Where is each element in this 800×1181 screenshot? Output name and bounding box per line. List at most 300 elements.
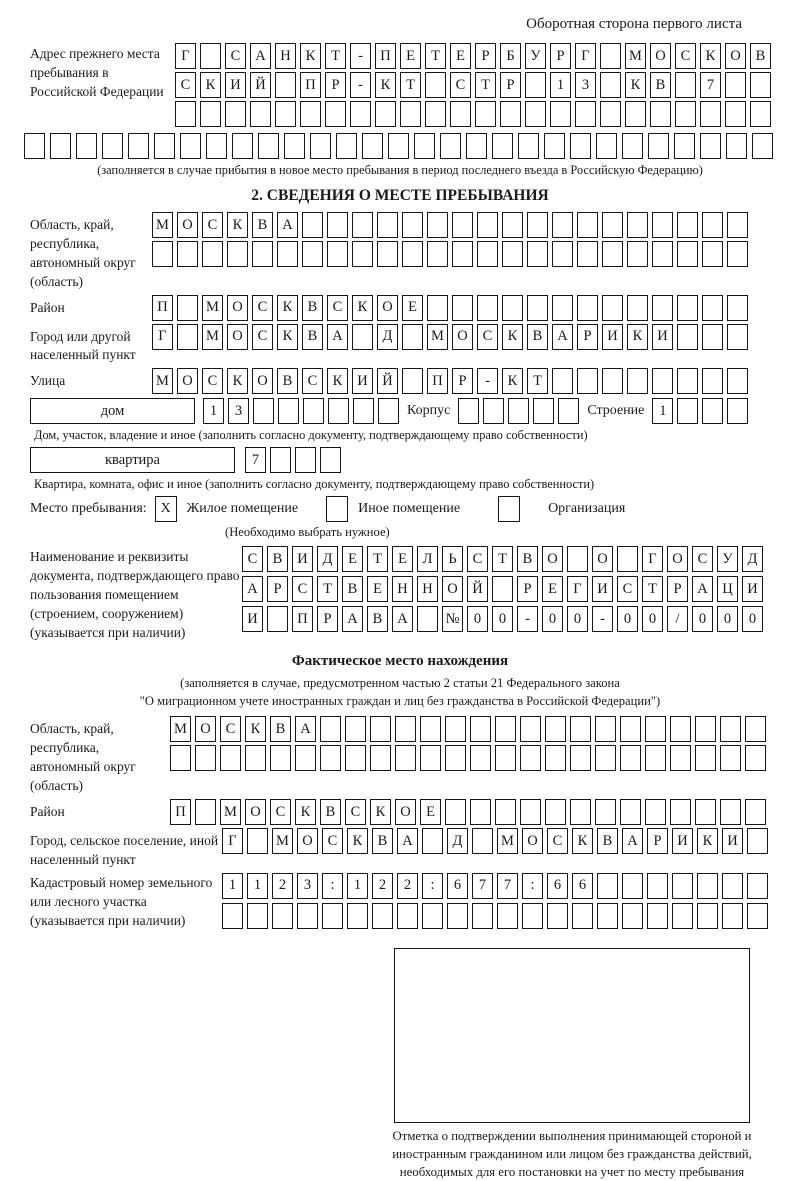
- char-cell[interactable]: 3: [297, 873, 318, 899]
- char-cell[interactable]: В: [267, 546, 288, 572]
- char-cell[interactable]: И: [742, 576, 763, 602]
- char-cell[interactable]: Г: [175, 43, 196, 69]
- char-cell[interactable]: Д: [377, 324, 398, 350]
- char-cell[interactable]: [275, 101, 296, 127]
- char-cell[interactable]: [497, 903, 518, 929]
- char-cell[interactable]: [222, 903, 243, 929]
- char-cell[interactable]: [702, 398, 723, 424]
- char-cell[interactable]: [495, 745, 516, 771]
- char-cell[interactable]: [477, 295, 498, 321]
- char-cell[interactable]: О: [725, 43, 746, 69]
- char-cell[interactable]: И: [292, 546, 313, 572]
- char-cell[interactable]: [597, 903, 618, 929]
- char-cell[interactable]: Е: [367, 576, 388, 602]
- char-cell[interactable]: К: [245, 716, 266, 742]
- house-type-box[interactable]: дом: [30, 398, 195, 424]
- char-cell[interactable]: [752, 133, 773, 159]
- char-cell[interactable]: [362, 133, 383, 159]
- char-cell[interactable]: [378, 398, 399, 424]
- document-row-1[interactable]: [242, 546, 763, 572]
- char-cell[interactable]: [727, 324, 748, 350]
- cadastral-row-2[interactable]: [222, 903, 768, 929]
- char-cell[interactable]: Н: [275, 43, 296, 69]
- char-cell[interactable]: [177, 324, 198, 350]
- char-cell[interactable]: В: [367, 606, 388, 632]
- char-cell[interactable]: [152, 241, 173, 267]
- char-cell[interactable]: [727, 368, 748, 394]
- char-cell[interactable]: [670, 716, 691, 742]
- char-cell[interactable]: [414, 133, 435, 159]
- char-cell[interactable]: Г: [642, 546, 663, 572]
- district-boxes[interactable]: [152, 295, 748, 321]
- char-cell[interactable]: [545, 716, 566, 742]
- char-cell[interactable]: [475, 101, 496, 127]
- char-cell[interactable]: [677, 241, 698, 267]
- char-cell[interactable]: [695, 745, 716, 771]
- char-cell[interactable]: [377, 212, 398, 238]
- char-cell[interactable]: В: [270, 716, 291, 742]
- char-cell[interactable]: [277, 241, 298, 267]
- char-cell[interactable]: А: [692, 576, 713, 602]
- char-cell[interactable]: М: [625, 43, 646, 69]
- fact-region-row-2[interactable]: [170, 745, 766, 771]
- char-cell[interactable]: [175, 101, 196, 127]
- char-cell[interactable]: [700, 101, 721, 127]
- char-cell[interactable]: [402, 368, 423, 394]
- char-cell[interactable]: [320, 447, 341, 473]
- char-cell[interactable]: В: [302, 324, 323, 350]
- char-cell[interactable]: [518, 133, 539, 159]
- char-cell[interactable]: К: [327, 368, 348, 394]
- char-cell[interactable]: [577, 241, 598, 267]
- char-cell[interactable]: [303, 398, 324, 424]
- char-cell[interactable]: С: [225, 43, 246, 69]
- char-cell[interactable]: Г: [575, 43, 596, 69]
- char-cell[interactable]: [552, 368, 573, 394]
- char-cell[interactable]: [602, 368, 623, 394]
- char-cell[interactable]: [702, 324, 723, 350]
- char-cell[interactable]: А: [327, 324, 348, 350]
- char-cell[interactable]: О: [452, 324, 473, 350]
- char-cell[interactable]: У: [717, 546, 738, 572]
- char-cell[interactable]: А: [397, 828, 418, 854]
- char-cell[interactable]: -: [350, 43, 371, 69]
- char-cell[interactable]: [570, 716, 591, 742]
- char-cell[interactable]: 1: [550, 72, 571, 98]
- char-cell[interactable]: [572, 903, 593, 929]
- char-cell[interactable]: [370, 745, 391, 771]
- char-cell[interactable]: [595, 745, 616, 771]
- char-cell[interactable]: [345, 716, 366, 742]
- prev-address-row-3[interactable]: [175, 101, 771, 127]
- char-cell[interactable]: Ц: [717, 576, 738, 602]
- char-cell[interactable]: [206, 133, 227, 159]
- char-cell[interactable]: У: [525, 43, 546, 69]
- char-cell[interactable]: О: [297, 828, 318, 854]
- char-cell[interactable]: С: [547, 828, 568, 854]
- char-cell[interactable]: [295, 745, 316, 771]
- char-cell[interactable]: [722, 903, 743, 929]
- char-cell[interactable]: [492, 133, 513, 159]
- char-cell[interactable]: Р: [325, 72, 346, 98]
- char-cell[interactable]: [726, 133, 747, 159]
- char-cell[interactable]: 7: [497, 873, 518, 899]
- char-cell[interactable]: [200, 101, 221, 127]
- char-cell[interactable]: А: [242, 576, 263, 602]
- char-cell[interactable]: С: [467, 546, 488, 572]
- char-cell[interactable]: [677, 324, 698, 350]
- char-cell[interactable]: И: [352, 368, 373, 394]
- char-cell[interactable]: [702, 295, 723, 321]
- char-cell[interactable]: [327, 241, 348, 267]
- char-cell[interactable]: 1: [347, 873, 368, 899]
- char-cell[interactable]: Р: [452, 368, 473, 394]
- char-cell[interactable]: [395, 716, 416, 742]
- char-cell[interactable]: №: [442, 606, 463, 632]
- char-cell[interactable]: [336, 133, 357, 159]
- char-cell[interactable]: Й: [250, 72, 271, 98]
- char-cell[interactable]: [745, 799, 766, 825]
- char-cell[interactable]: Г: [567, 576, 588, 602]
- char-cell[interactable]: [597, 873, 618, 899]
- char-cell[interactable]: [225, 101, 246, 127]
- char-cell[interactable]: 1: [652, 398, 673, 424]
- char-cell[interactable]: О: [542, 546, 563, 572]
- char-cell[interactable]: 0: [617, 606, 638, 632]
- char-cell[interactable]: [722, 873, 743, 899]
- char-cell[interactable]: А: [552, 324, 573, 350]
- char-cell[interactable]: К: [370, 799, 391, 825]
- char-cell[interactable]: [250, 101, 271, 127]
- char-cell[interactable]: -: [592, 606, 613, 632]
- char-cell[interactable]: Р: [550, 43, 571, 69]
- char-cell[interactable]: 2: [372, 873, 393, 899]
- char-cell[interactable]: П: [152, 295, 173, 321]
- char-cell[interactable]: М: [497, 828, 518, 854]
- char-cell[interactable]: В: [252, 212, 273, 238]
- char-cell[interactable]: [508, 398, 529, 424]
- char-cell[interactable]: Н: [417, 576, 438, 602]
- document-row-2[interactable]: [242, 576, 763, 602]
- char-cell[interactable]: [544, 133, 565, 159]
- char-cell[interactable]: [627, 295, 648, 321]
- char-cell[interactable]: [170, 745, 191, 771]
- char-cell[interactable]: [495, 716, 516, 742]
- char-cell[interactable]: 6: [572, 873, 593, 899]
- char-cell[interactable]: Г: [152, 324, 173, 350]
- char-cell[interactable]: П: [427, 368, 448, 394]
- char-cell[interactable]: [402, 241, 423, 267]
- char-cell[interactable]: [427, 212, 448, 238]
- char-cell[interactable]: Д: [317, 546, 338, 572]
- house-number-boxes[interactable]: [203, 398, 399, 424]
- char-cell[interactable]: [445, 716, 466, 742]
- region-row-2[interactable]: [152, 241, 748, 267]
- char-cell[interactable]: [345, 745, 366, 771]
- char-cell[interactable]: [720, 799, 741, 825]
- stroenie-boxes[interactable]: [652, 398, 748, 424]
- char-cell[interactable]: 0: [542, 606, 563, 632]
- char-cell[interactable]: [720, 745, 741, 771]
- char-cell[interactable]: [502, 241, 523, 267]
- char-cell[interactable]: [720, 716, 741, 742]
- char-cell[interactable]: Т: [400, 72, 421, 98]
- char-cell[interactable]: [577, 295, 598, 321]
- char-cell[interactable]: [727, 398, 748, 424]
- char-cell[interactable]: Р: [577, 324, 598, 350]
- char-cell[interactable]: С: [252, 324, 273, 350]
- char-cell[interactable]: [697, 873, 718, 899]
- char-cell[interactable]: [327, 212, 348, 238]
- char-cell[interactable]: Е: [542, 576, 563, 602]
- char-cell[interactable]: [253, 398, 274, 424]
- char-cell[interactable]: /: [667, 606, 688, 632]
- city-boxes[interactable]: [152, 324, 748, 350]
- checkbox-organization[interactable]: [498, 496, 520, 522]
- char-cell[interactable]: К: [375, 72, 396, 98]
- char-cell[interactable]: Р: [500, 72, 521, 98]
- char-cell[interactable]: [352, 212, 373, 238]
- char-cell[interactable]: 0: [492, 606, 513, 632]
- char-cell[interactable]: А: [342, 606, 363, 632]
- char-cell[interactable]: [725, 101, 746, 127]
- char-cell[interactable]: [627, 241, 648, 267]
- char-cell[interactable]: [232, 133, 253, 159]
- char-cell[interactable]: [527, 241, 548, 267]
- char-cell[interactable]: [258, 133, 279, 159]
- char-cell[interactable]: О: [227, 324, 248, 350]
- char-cell[interactable]: К: [277, 324, 298, 350]
- char-cell[interactable]: [427, 295, 448, 321]
- char-cell[interactable]: [297, 903, 318, 929]
- char-cell[interactable]: Е: [392, 546, 413, 572]
- char-cell[interactable]: :: [522, 873, 543, 899]
- char-cell[interactable]: И: [722, 828, 743, 854]
- char-cell[interactable]: О: [522, 828, 543, 854]
- char-cell[interactable]: 7: [472, 873, 493, 899]
- char-cell[interactable]: С: [270, 799, 291, 825]
- char-cell[interactable]: Т: [642, 576, 663, 602]
- char-cell[interactable]: О: [245, 799, 266, 825]
- char-cell[interactable]: [677, 398, 698, 424]
- char-cell[interactable]: Т: [475, 72, 496, 98]
- char-cell[interactable]: К: [295, 799, 316, 825]
- char-cell[interactable]: С: [302, 368, 323, 394]
- char-cell[interactable]: [567, 546, 588, 572]
- char-cell[interactable]: В: [750, 43, 771, 69]
- char-cell[interactable]: Е: [402, 295, 423, 321]
- char-cell[interactable]: [602, 212, 623, 238]
- char-cell[interactable]: [527, 295, 548, 321]
- char-cell[interactable]: 6: [447, 873, 468, 899]
- char-cell[interactable]: С: [292, 576, 313, 602]
- char-cell[interactable]: Т: [492, 546, 513, 572]
- char-cell[interactable]: [652, 241, 673, 267]
- char-cell[interactable]: [425, 72, 446, 98]
- char-cell[interactable]: И: [672, 828, 693, 854]
- char-cell[interactable]: [675, 72, 696, 98]
- char-cell[interactable]: [422, 828, 443, 854]
- char-cell[interactable]: [492, 576, 513, 602]
- char-cell[interactable]: [388, 133, 409, 159]
- char-cell[interactable]: [745, 716, 766, 742]
- char-cell[interactable]: О: [442, 576, 463, 602]
- char-cell[interactable]: [445, 745, 466, 771]
- char-cell[interactable]: О: [195, 716, 216, 742]
- char-cell[interactable]: Р: [317, 606, 338, 632]
- char-cell[interactable]: [470, 799, 491, 825]
- char-cell[interactable]: М: [202, 324, 223, 350]
- char-cell[interactable]: [545, 745, 566, 771]
- char-cell[interactable]: [652, 368, 673, 394]
- char-cell[interactable]: К: [502, 324, 523, 350]
- char-cell[interactable]: [570, 745, 591, 771]
- char-cell[interactable]: [702, 241, 723, 267]
- char-cell[interactable]: О: [252, 368, 273, 394]
- char-cell[interactable]: О: [650, 43, 671, 69]
- char-cell[interactable]: К: [625, 72, 646, 98]
- char-cell[interactable]: О: [592, 546, 613, 572]
- char-cell[interactable]: [422, 903, 443, 929]
- char-cell[interactable]: [602, 241, 623, 267]
- char-cell[interactable]: М: [272, 828, 293, 854]
- char-cell[interactable]: [470, 716, 491, 742]
- char-cell[interactable]: [400, 101, 421, 127]
- char-cell[interactable]: [750, 101, 771, 127]
- char-cell[interactable]: [627, 368, 648, 394]
- char-cell[interactable]: [620, 799, 641, 825]
- apartment-type-box[interactable]: квартира: [30, 447, 235, 473]
- char-cell[interactable]: [617, 546, 638, 572]
- char-cell[interactable]: К: [697, 828, 718, 854]
- char-cell[interactable]: [466, 133, 487, 159]
- char-cell[interactable]: [645, 716, 666, 742]
- char-cell[interactable]: О: [667, 546, 688, 572]
- char-cell[interactable]: [102, 133, 123, 159]
- char-cell[interactable]: Б: [500, 43, 521, 69]
- char-cell[interactable]: В: [302, 295, 323, 321]
- char-cell[interactable]: [577, 368, 598, 394]
- char-cell[interactable]: [697, 903, 718, 929]
- char-cell[interactable]: 1: [222, 873, 243, 899]
- char-cell[interactable]: А: [295, 716, 316, 742]
- char-cell[interactable]: 7: [700, 72, 721, 98]
- char-cell[interactable]: К: [502, 368, 523, 394]
- char-cell[interactable]: Д: [447, 828, 468, 854]
- char-cell[interactable]: [700, 133, 721, 159]
- char-cell[interactable]: С: [322, 828, 343, 854]
- char-cell[interactable]: [677, 368, 698, 394]
- char-cell[interactable]: [750, 72, 771, 98]
- char-cell[interactable]: [650, 101, 671, 127]
- char-cell[interactable]: [402, 324, 423, 350]
- char-cell[interactable]: Р: [667, 576, 688, 602]
- char-cell[interactable]: [672, 873, 693, 899]
- char-cell[interactable]: [695, 716, 716, 742]
- char-cell[interactable]: [677, 295, 698, 321]
- char-cell[interactable]: [353, 398, 374, 424]
- char-cell[interactable]: [595, 716, 616, 742]
- char-cell[interactable]: Р: [267, 576, 288, 602]
- char-cell[interactable]: 0: [717, 606, 738, 632]
- char-cell[interactable]: М: [152, 212, 173, 238]
- char-cell[interactable]: [645, 745, 666, 771]
- char-cell[interactable]: С: [345, 799, 366, 825]
- char-cell[interactable]: [295, 447, 316, 473]
- char-cell[interactable]: [310, 133, 331, 159]
- char-cell[interactable]: Т: [527, 368, 548, 394]
- char-cell[interactable]: О: [395, 799, 416, 825]
- char-cell[interactable]: [195, 745, 216, 771]
- char-cell[interactable]: [477, 241, 498, 267]
- char-cell[interactable]: В: [597, 828, 618, 854]
- char-cell[interactable]: 2: [272, 873, 293, 899]
- char-cell[interactable]: [727, 212, 748, 238]
- char-cell[interactable]: С: [617, 576, 638, 602]
- char-cell[interactable]: [550, 101, 571, 127]
- char-cell[interactable]: [674, 133, 695, 159]
- char-cell[interactable]: [472, 903, 493, 929]
- char-cell[interactable]: Р: [517, 576, 538, 602]
- char-cell[interactable]: 1: [247, 873, 268, 899]
- char-cell[interactable]: И: [592, 576, 613, 602]
- fact-region-row-1[interactable]: [170, 716, 766, 742]
- char-cell[interactable]: 6: [547, 873, 568, 899]
- char-cell[interactable]: Е: [450, 43, 471, 69]
- char-cell[interactable]: И: [602, 324, 623, 350]
- char-cell[interactable]: 7: [245, 447, 266, 473]
- char-cell[interactable]: [527, 212, 548, 238]
- char-cell[interactable]: [352, 241, 373, 267]
- char-cell[interactable]: Н: [392, 576, 413, 602]
- char-cell[interactable]: С: [242, 546, 263, 572]
- char-cell[interactable]: [458, 398, 479, 424]
- char-cell[interactable]: К: [352, 295, 373, 321]
- street-boxes[interactable]: [152, 368, 748, 394]
- char-cell[interactable]: [452, 212, 473, 238]
- char-cell[interactable]: Р: [475, 43, 496, 69]
- region-row-1[interactable]: [152, 212, 748, 238]
- char-cell[interactable]: [702, 368, 723, 394]
- char-cell[interactable]: [747, 873, 768, 899]
- char-cell[interactable]: [545, 799, 566, 825]
- char-cell[interactable]: [525, 72, 546, 98]
- char-cell[interactable]: С: [327, 295, 348, 321]
- char-cell[interactable]: [645, 799, 666, 825]
- char-cell[interactable]: [425, 101, 446, 127]
- char-cell[interactable]: [477, 212, 498, 238]
- char-cell[interactable]: А: [250, 43, 271, 69]
- char-cell[interactable]: [602, 295, 623, 321]
- char-cell[interactable]: Й: [377, 368, 398, 394]
- char-cell[interactable]: [570, 133, 591, 159]
- char-cell[interactable]: [747, 828, 768, 854]
- char-cell[interactable]: [520, 745, 541, 771]
- char-cell[interactable]: А: [392, 606, 413, 632]
- char-cell[interactable]: [522, 903, 543, 929]
- char-cell[interactable]: Л: [417, 546, 438, 572]
- checkbox-other-premises[interactable]: [326, 496, 348, 522]
- char-cell[interactable]: [320, 745, 341, 771]
- char-cell[interactable]: [627, 212, 648, 238]
- char-cell[interactable]: [533, 398, 554, 424]
- char-cell[interactable]: Г: [222, 828, 243, 854]
- char-cell[interactable]: М: [202, 295, 223, 321]
- char-cell[interactable]: [647, 903, 668, 929]
- char-cell[interactable]: [558, 398, 579, 424]
- char-cell[interactable]: С: [692, 546, 713, 572]
- fact-district-boxes[interactable]: [170, 799, 766, 825]
